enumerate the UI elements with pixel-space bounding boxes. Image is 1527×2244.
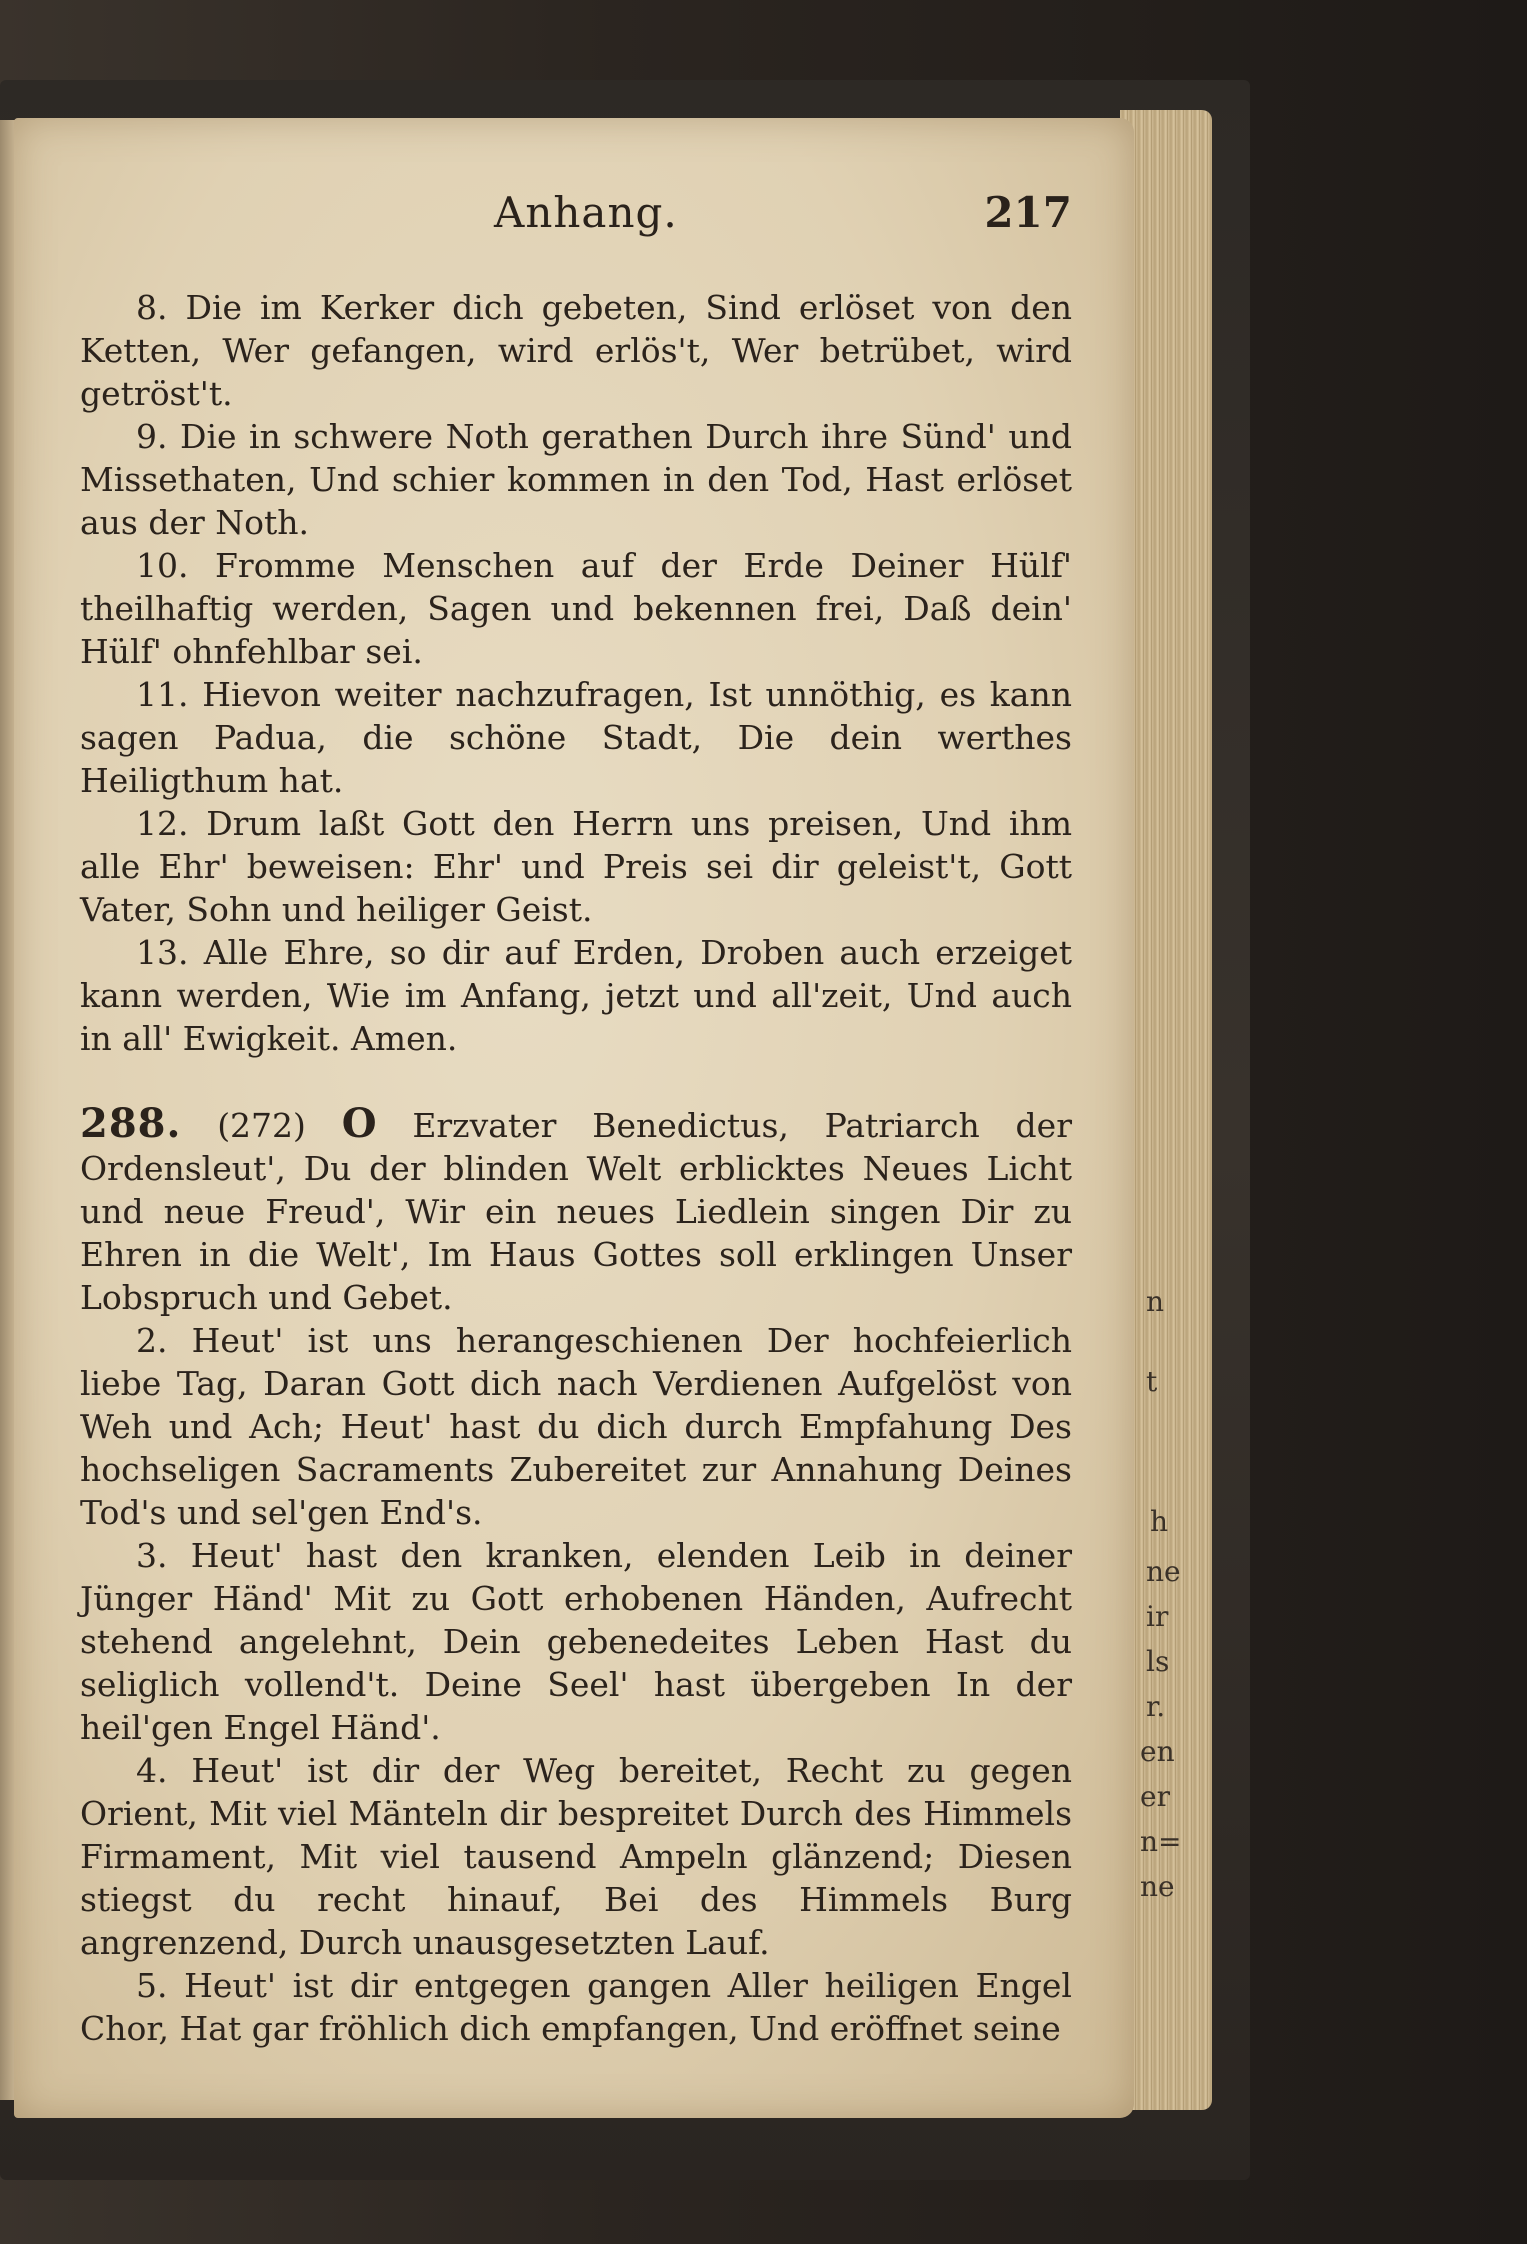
edge-fragment: ne	[1140, 1870, 1175, 1903]
verse-9: 9. Die in schwere Noth gerathen Durch ihre Sünd' und Missethaten, Und schier kommen in den Tod, Hast erlöset aus der Noth.	[80, 417, 1072, 542]
hymn-288-verse-1: 288. (272) O Erzvater Benedictus, Patriarch der Ordensleut', Du der blinden Welt erblicktes Neues Licht und neue Freud', Wir ein neues Liedlein singen Dir zu Ehren in die Welt', Im Haus Gottes soll erklingen Unser Lobspruch und Gebet.	[80, 1100, 1072, 1317]
edge-fragment: n	[1146, 1285, 1165, 1318]
hymn-288-verse-2: 2. Heut' ist uns herangeschienen Der hochfeierlich liebe Tag, Daran Gott dich nach Verdienen Aufgelöst von Weh und Ach; Heut' hast du dich durch Empfahung Des hochseligen Sacraments Zubereitet zur Annahung Deines Tod's und sel'gen End's.	[80, 1321, 1072, 1532]
book-page	[14, 118, 1134, 2118]
page-header	[14, 188, 1134, 248]
hymn-288-verse-3: 3. Heut' hast den kranken, elenden Leib in deiner Jünger Händ' Mit zu Gott erhobenen Händen, Aufrecht stehend angelehnt, Dein gebenedeites Leben Hast du seliglich vollend't. Deine Seel' hast übergeben In der heil'gen Engel Händ'.	[80, 1536, 1072, 1747]
text-body	[80, 286, 1072, 2050]
edge-fragment: n=	[1140, 1825, 1182, 1858]
edge-fragment: en	[1140, 1735, 1175, 1768]
edge-fragment: ir	[1146, 1600, 1169, 1633]
edge-fragment: er	[1140, 1780, 1170, 1813]
verse-13: 13. Alle Ehre, so dir auf Erden, Droben auch erzeiget kann werden, Wie im Anfang, jetzt und all'zeit, Und auch in all' Ewigkeit. Amen.	[80, 933, 1072, 1058]
hymn-separator	[80, 1060, 1072, 1102]
verse-8: 8. Die im Kerker dich gebeten, Sind erlöset von den Ketten, Wer gefangen, wird erlös't, Wer betrübet, wird getröst't.	[80, 288, 1072, 413]
running-head: Anhang.	[494, 188, 678, 237]
verse-12: 12. Drum laßt Gott den Herrn uns preisen, Und ihm alle Ehr' beweisen: Ehr' und Preis sei dir geleist't, Gott Vater, Sohn und heiliger Geist.	[80, 804, 1072, 929]
hymn-reference: (272)	[217, 1106, 306, 1145]
hymn-288-verse-5: 5. Heut' ist dir entgegen gangen Aller heiligen Engel Chor, Hat gar fröhlich dich empfangen, Und eröffnet seine	[80, 1966, 1072, 2048]
edge-fragment: r.	[1146, 1690, 1166, 1723]
drop-initial: O	[341, 1100, 377, 1147]
page-number: 217	[984, 188, 1072, 237]
edge-fragment: h	[1150, 1505, 1169, 1538]
hymn-number: 288.	[80, 1100, 182, 1147]
edge-fragment: ne	[1146, 1555, 1181, 1588]
verse-10: 10. Fromme Menschen auf der Erde Deiner Hülf' theilhaftig werden, Sagen und bekennen frei, Daß dein' Hülf' ohnfehlbar sei.	[80, 546, 1072, 671]
edge-fragment: ls	[1146, 1645, 1170, 1678]
edge-fragment: t	[1146, 1365, 1158, 1398]
verse-11: 11. Hievon weiter nachzufragen, Ist unnöthig, es kann sagen Padua, die schöne Stadt, Die dein werthes Heiligthum hat.	[80, 675, 1072, 800]
hymn-288-verse-4: 4. Heut' ist dir der Weg bereitet, Recht zu gegen Orient, Mit viel Mänteln dir bespreitet Durch des Himmels Firmament, Mit viel tausend Ampeln glänzend; Diesen stiegst du recht hinauf, Bei des Himmels Burg angrenzend, Durch unausgesetzten Lauf.	[80, 1751, 1073, 1962]
